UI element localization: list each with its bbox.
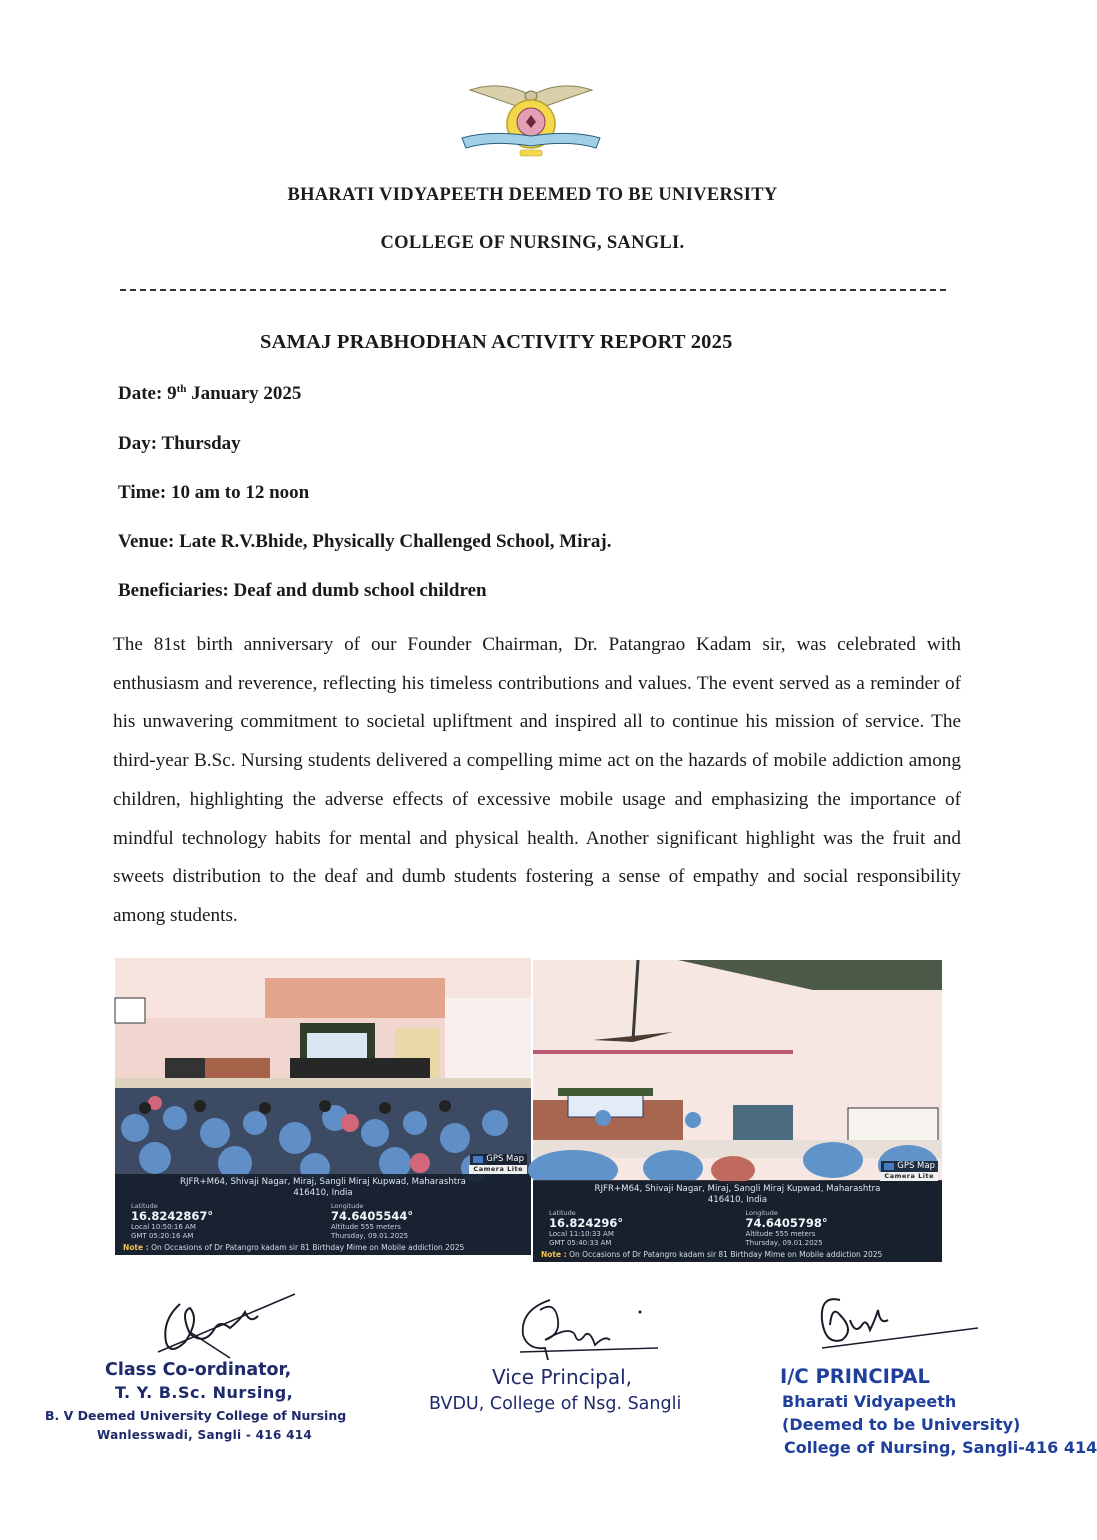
date-suffix: th: [176, 383, 187, 395]
note-label: Note :: [541, 1250, 567, 1259]
time-value: 10 am to 12 noon: [170, 482, 310, 503]
venue-value: Late R.V.Bhide, Physically Challenged School, Miraj.: [179, 531, 612, 552]
gps-address-line2: 416410, India: [707, 1195, 768, 1205]
gps-badge-subtitle: Camera Lite: [880, 1172, 938, 1181]
note-text: On Occasions of Dr Patangro kadam sir 81 Birthday Mime on Mobile addiction 2025: [151, 1243, 465, 1252]
header-separator: [120, 289, 946, 291]
coordinator-address: Wanlesswadi, Sangli - 416 414: [97, 1428, 313, 1442]
signature-block-vice-principal: [420, 1290, 760, 1430]
latitude-label: Latitude: [549, 1209, 576, 1217]
gps-map-badge: [880, 1161, 938, 1181]
note-text: On Occasions of Dr Patangro kadam sir 81 Birthday Mime on Mobile addiction 2025: [569, 1250, 883, 1259]
coordinator-course: T. Y. B.Sc. Nursing,: [115, 1383, 294, 1402]
report-date: [118, 383, 301, 405]
longitude-value: 74.6405544°: [331, 1209, 414, 1223]
gps-address-line1: RJFR+M64, Shivaji Nagar, Miraj, Sangli Miraj Kupwad, Maharashtra: [594, 1184, 881, 1194]
gps-badge-title: GPS Map: [486, 1154, 524, 1164]
report-title: SAMAJ PRABHODHAN ACTIVITY REPORT 2025: [260, 331, 733, 353]
principal-address: College of Nursing, Sangli-416 414: [784, 1438, 1097, 1457]
gps-stamp: [533, 1161, 942, 1262]
latitude-value: 16.824296°: [549, 1216, 624, 1230]
report-venue: [118, 531, 612, 553]
principal-title: I/C PRINCIPAL: [780, 1365, 930, 1388]
gps-stamp: [115, 1154, 531, 1255]
report-beneficiaries: [118, 580, 487, 602]
gps-note: [541, 1250, 934, 1259]
handwritten-signature-icon: [40, 1290, 400, 1360]
note-label: Note :: [123, 1243, 149, 1252]
latitude-value: 16.8242867°: [131, 1209, 214, 1223]
report-body: The 81st birth anniversary of our Founder Chairman, Dr. Patangrao Kadam sir, was celebrated with enthusiasm and reverence, reflecting his timeless contributions and values. The event served as a reminder of his unwavering commitment to societal upliftment and inspired all to continue his mission of service. The third-year B.Sc. Nursing students delivered a compelling mime act on the hazards of mobile addiction among children, highlighting the adverse effects of excessive mobile usage and emphasizing the importance of mindful technology habits for mental and physical health. Another significant highlight was the fruit and sweets distribution to the deaf and dumb students fostering a sense of empathy and social responsibility among students.: [113, 634, 961, 926]
signature-block-class-coordinator: [40, 1290, 400, 1450]
day-value: Thursday: [161, 433, 241, 454]
coordinator-institution: B. V Deemed University College of Nursing: [45, 1408, 347, 1423]
vice-principal-institution: BVDU, College of Nsg. Sangli: [429, 1394, 682, 1414]
college-name: COLLEGE OF NURSING, SANGLI.: [380, 233, 685, 253]
gps-note: [123, 1243, 523, 1252]
day-label: Day:: [118, 433, 158, 454]
gps-address-line2: 416410, India: [293, 1188, 353, 1198]
university-crest-eagle-icon: [450, 72, 612, 162]
longitude-value: 74.6405798°: [745, 1216, 828, 1230]
altitude: Altitude 555 meters: [745, 1230, 816, 1238]
gps-map-badge: [469, 1154, 527, 1174]
date-rest: January 2025: [191, 383, 302, 404]
photo-date: Thursday, 09.01.2025: [745, 1239, 823, 1247]
report-day: [118, 433, 241, 455]
gps-badge-subtitle: Camera Lite: [469, 1165, 527, 1174]
beneficiaries-value: Deaf and dumb school children: [233, 580, 487, 601]
handwritten-signature-icon: [770, 1290, 1065, 1360]
date-label: Date:: [118, 383, 163, 404]
report-time: [118, 482, 309, 504]
gps-map-logo-icon: [884, 1163, 894, 1170]
event-photo-audience: [115, 958, 531, 1255]
gps-badge-title: GPS Map: [897, 1161, 935, 1171]
vice-principal-title: Vice Principal,: [492, 1365, 633, 1389]
gmt-time: GMT 05:20:16 AM: [131, 1232, 194, 1240]
gps-map-logo-icon: [473, 1156, 483, 1163]
coordinator-title: Class Co-ordinator,: [105, 1360, 292, 1380]
photo-date: Thursday, 09.01.2025: [331, 1232, 409, 1240]
venue-label: Venue:: [118, 531, 175, 552]
time-label: Time:: [118, 482, 167, 503]
latitude-label: Latitude: [131, 1202, 158, 1210]
gps-overlay: [115, 1174, 531, 1255]
longitude-label: Longitude: [331, 1202, 364, 1210]
altitude: Altitude 555 meters: [331, 1223, 401, 1231]
beneficiaries-label: Beneficiaries:: [118, 580, 229, 601]
event-photo-mime-act: [533, 960, 942, 1262]
date-day: 9: [167, 383, 177, 404]
local-time: Local 11:10:33 AM: [549, 1230, 614, 1238]
university-name: BHARATI VIDYAPEETH DEEMED TO BE UNIVERSITY: [287, 185, 778, 205]
gps-overlay: [533, 1181, 942, 1262]
gmt-time: GMT 05:40:33 AM: [549, 1239, 612, 1247]
local-time: Local 10:50:16 AM: [131, 1223, 196, 1231]
signature-block-principal: [770, 1290, 1097, 1470]
handwritten-signature-icon: [420, 1290, 760, 1362]
longitude-label: Longitude: [745, 1209, 778, 1217]
principal-institution-status: (Deemed to be University): [782, 1415, 1021, 1434]
gps-address-line1: RJFR+M64, Shivaji Nagar, Miraj, Sangli Miraj Kupwad, Maharashtra: [180, 1177, 466, 1187]
principal-institution: Bharati Vidyapeeth: [782, 1392, 957, 1411]
